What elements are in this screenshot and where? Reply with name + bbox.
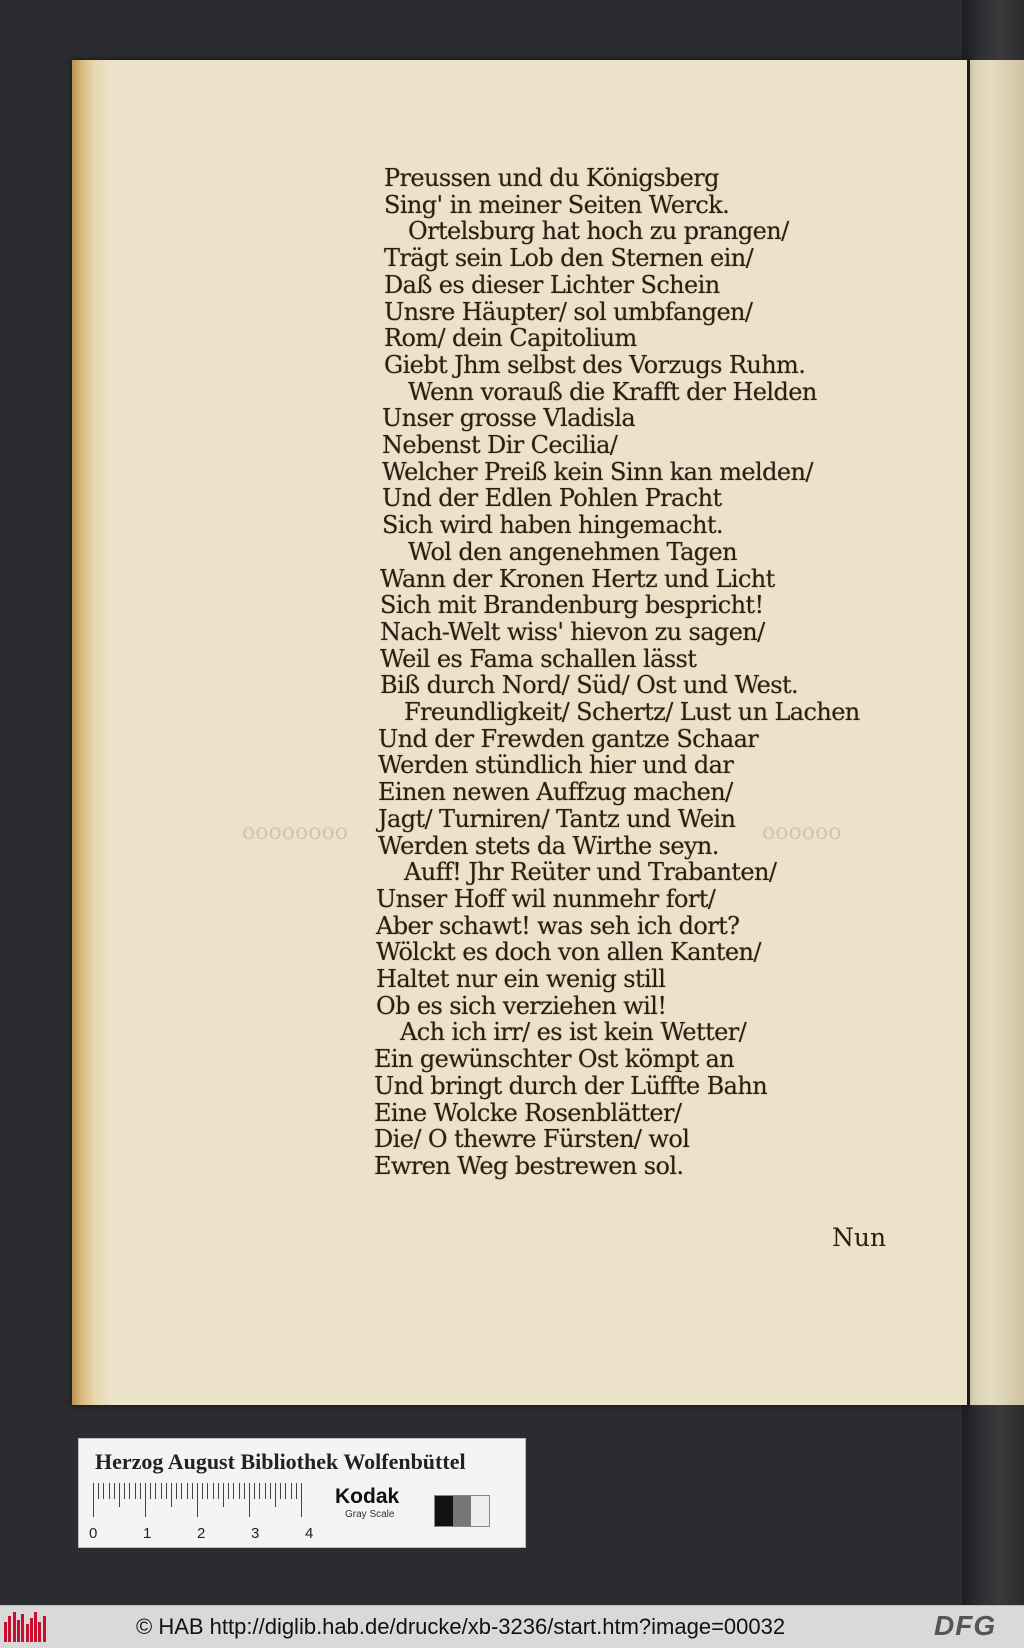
ruler-tick [239,1483,240,1499]
poem-line: Weil es Fama schallen lässt [380,645,697,673]
logo-bar [26,1624,29,1642]
poem-line: Wenn vorauß die Krafft der Helden [408,378,817,406]
poem-line: Werden stets da Wirthe seyn. [378,832,719,860]
poem-line: Auff! Jhr Reüter und Trabanten/ [404,858,777,886]
poem-line: Unser Hoff wil nunmehr fort/ [376,885,716,913]
ruler-tick [233,1483,234,1499]
ruler-tick [114,1483,115,1499]
logo-bar [8,1616,11,1642]
poem-line: Und bringt durch der Lüffte Bahn [374,1072,768,1100]
ruler-tick [202,1483,203,1499]
ruler-number: 0 [89,1525,98,1542]
poem-line: Und der Frewden gantze Schaar [378,725,759,753]
poem-line: Rom/ dein Capitolium [384,324,637,352]
swatch-white [471,1496,489,1526]
ruler-title: Herzog August Bibliothek Wolfenbüttel [95,1449,466,1474]
poem-line: Sich wird haben hingemacht. [382,511,723,539]
poem-line: Freundligkeit/ Schertz/ Lust un Lachen [404,698,860,726]
ruler-number: 1 [143,1525,152,1542]
color-scale-ruler [78,1438,526,1548]
poem-line: Giebt Jhm selbst des Vorzugs Ruhm. [384,351,806,379]
poem-line: Nach-Welt wiss' hievon zu sagen/ [380,618,765,646]
poem-line: Jagt/ Turniren/ Tantz und Wein [378,805,736,833]
poem-line: Wölckt es doch von allen Kanten/ [376,938,761,966]
poem-line: Trägt sein Lob den Sternen ein/ [384,244,754,272]
poem-line: Haltet nur ein wenig still [376,965,666,993]
ruler-number: 3 [251,1525,260,1542]
gray-swatches [434,1495,490,1527]
poem-line: Ewren Weg bestrewen sol. [374,1152,684,1180]
ruler-scale [93,1483,323,1519]
ruler-tick [176,1483,177,1499]
ruler-tick [119,1483,120,1507]
book-page [72,60,967,1405]
catchword: Nun [832,1223,887,1252]
poem-line: Aber schawt! was seh ich dort? [376,912,740,940]
poem-line: Eine Wolcke Rosenblätter/ [374,1099,682,1127]
ruler-tick [291,1483,292,1499]
logo-bar [38,1622,41,1642]
ruler-tick [93,1483,94,1517]
poem-line: Die/ O thewre Fürsten/ wol [374,1125,690,1153]
poem-line: Ob es sich verziehen wil! [376,992,667,1020]
ruler-tick [166,1483,167,1499]
poem-line: Ach ich irr/ es ist kein Wetter/ [400,1018,747,1046]
ruler-number: 2 [197,1525,206,1542]
ruler-tick [98,1483,99,1499]
poem-text [72,60,967,1405]
logo-bar [21,1614,24,1642]
ruler-tick [135,1483,136,1499]
logo-bar [34,1612,37,1642]
ruler-tick [249,1483,250,1517]
poem-line: Sing' in meiner Seiten Werck. [384,191,730,219]
dfg-logo: DFG [934,1610,997,1641]
poem-line: Und der Edlen Pohlen Pracht [382,484,722,512]
logo-bar [13,1612,16,1642]
poem-line: Werden stündlich hier und dar [378,751,734,779]
poem-line: Welcher Preiß kein Sinn kan melden/ [382,458,813,486]
kodak-label [335,1485,399,1520]
bleed-through-ornament-right: oooooo [762,820,842,845]
ruler-tick [259,1483,260,1499]
poem-line: Sich mit Brandenburg bespricht! [380,591,764,619]
poem-line: Preussen und du Königsberg [384,164,719,192]
ruler-tick [129,1483,130,1499]
page-binding-edge [72,60,110,1405]
ruler-tick [275,1483,276,1507]
ruler-number: 4 [305,1525,314,1542]
logo-bar [30,1618,33,1642]
swatch-gray [453,1496,471,1526]
ruler-tick [109,1483,110,1499]
kodak-subtitle: Gray Scale [345,1509,395,1520]
ruler-tick [280,1483,281,1499]
ruler-tick [192,1483,193,1499]
poem-line: Wann der Kronen Hertz und Licht [380,565,775,593]
ruler-tick [103,1483,104,1499]
ruler-tick [181,1483,182,1499]
poem-line: Daß es dieser Lichter Schein [384,271,720,299]
ruler-tick [228,1483,229,1499]
poem-line: Wol den angenehmen Tagen [408,538,738,566]
ruler-tick [285,1483,286,1499]
logo-bar [43,1616,46,1642]
poem-line: Ortelsburg hat hoch zu prangen/ [408,217,789,245]
ruler-tick [207,1483,208,1499]
ruler-tick [140,1483,141,1499]
footer-bar [0,1605,1024,1648]
ruler-tick [155,1483,156,1499]
ruler-tick [218,1483,219,1499]
poem-line: Nebenst Dir Cecilia/ [382,431,618,459]
ruler-tick [223,1483,224,1507]
next-page-edge [970,60,1024,1405]
ruler-tick [124,1483,125,1499]
poem-line: Unsre Häupter/ sol umbfangen/ [384,298,753,326]
kodak-brand: Kodak [335,1485,400,1508]
poem-line: Unser grosse Vladisla [382,404,636,432]
ruler-tick [150,1483,151,1499]
ruler-tick [301,1483,302,1517]
ruler-tick [171,1483,172,1507]
logo-bar [4,1622,7,1642]
ruler-tick [254,1483,255,1499]
ruler-tick [145,1483,146,1517]
ruler-tick [161,1483,162,1499]
ruler-tick [197,1483,198,1517]
ruler-tick [213,1483,214,1499]
logo-bar [17,1620,20,1642]
poem-line: Ein gewünschter Ost kömpt an [374,1045,735,1073]
ruler-tick [187,1483,188,1499]
ruler-tick [270,1483,271,1499]
hab-logo-icon [4,1612,48,1642]
ruler-tick [296,1483,297,1499]
ruler-tick [244,1483,245,1499]
bleed-through-ornament: oooooooo [242,820,348,845]
ruler-tick [265,1483,266,1499]
swatch-black [435,1496,453,1526]
footer-copyright-link[interactable]: © HAB http://diglib.hab.de/drucke/xb-3236/start.htm?image=00032 [136,1614,786,1639]
poem-line: Einen newen Auffzug machen/ [378,778,733,806]
poem-line: Biß durch Nord/ Süd/ Ost und West. [380,671,799,699]
